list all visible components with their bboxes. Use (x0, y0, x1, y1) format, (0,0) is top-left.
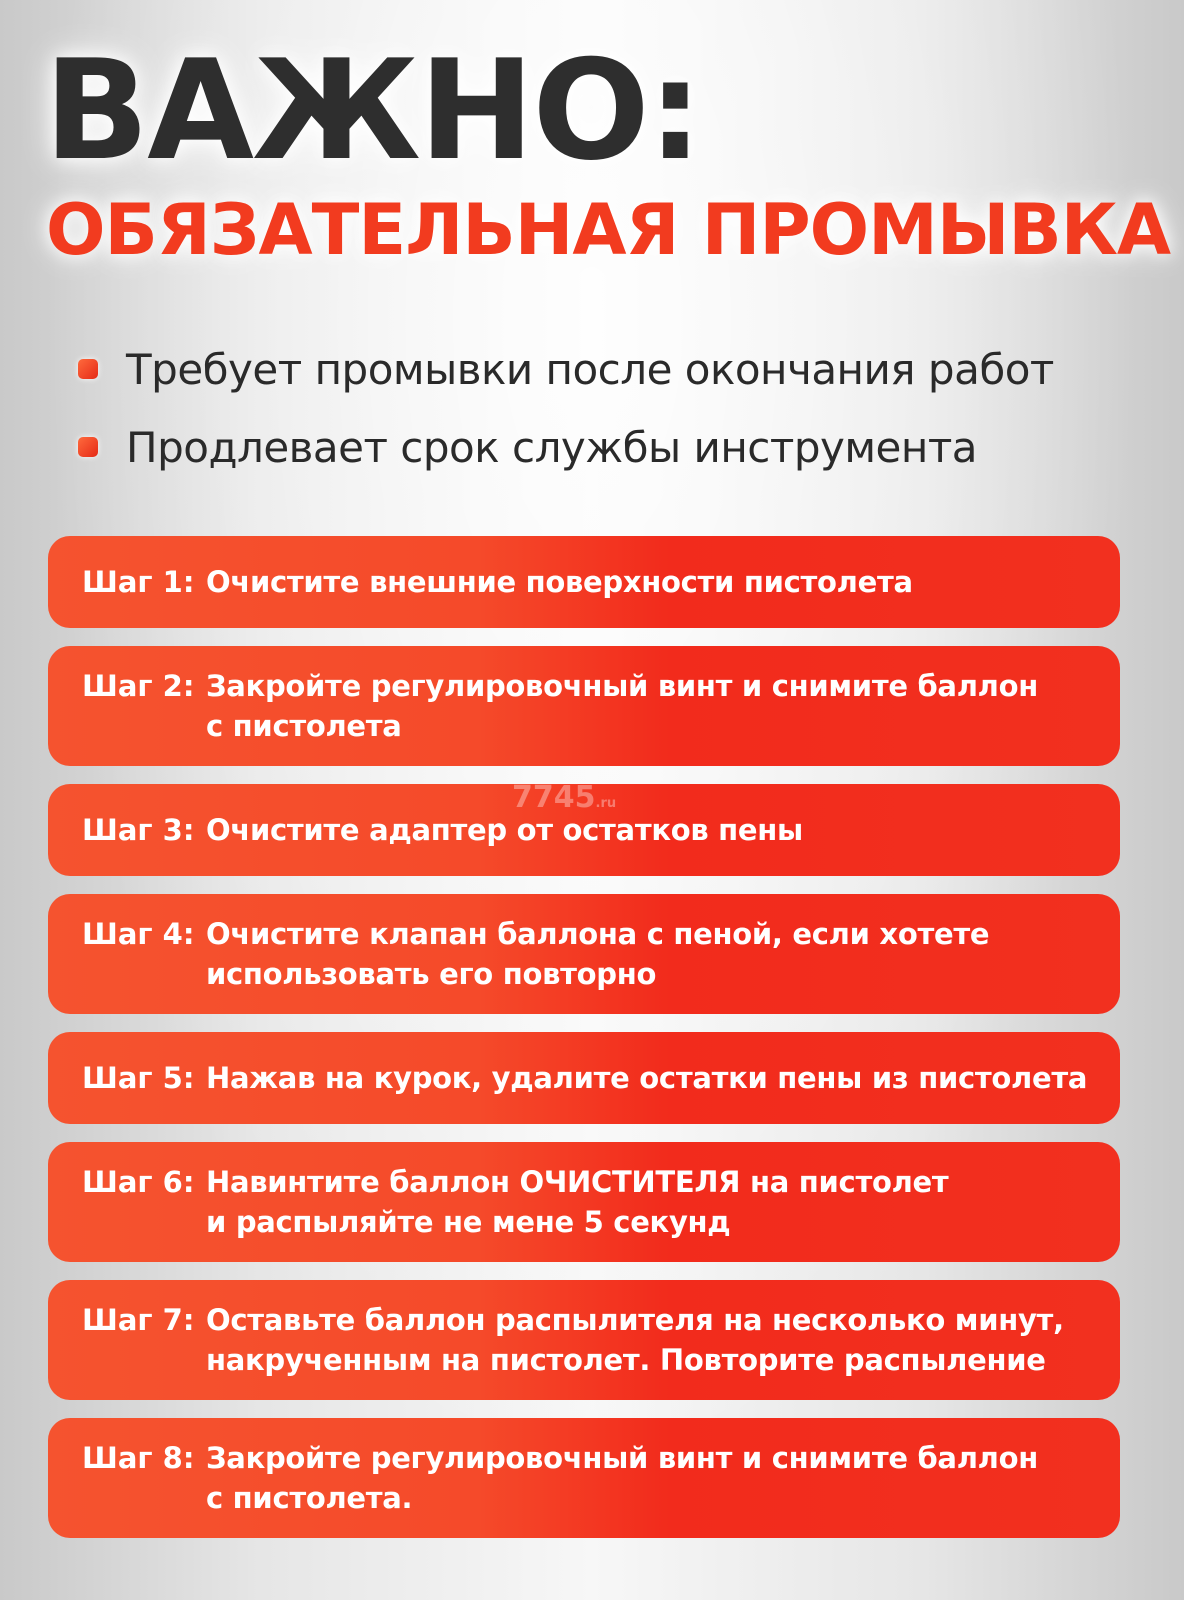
step-text: Оставьте баллон распылителя на несколько минут, накрученным на пистолет. Повторите распыление (206, 1303, 1064, 1377)
step-card-7 (48, 1280, 1120, 1400)
step-label: Шаг 7: (82, 1303, 195, 1337)
watermark (512, 780, 616, 815)
bullet-square-icon (78, 359, 98, 379)
step-text: Очистите клапан баллона с пеной, если хотете использовать его повторно (206, 917, 990, 991)
bullet-text: Продлевает срок службы инструмента (126, 422, 978, 472)
page-subtitle: ОБЯЗАТЕЛЬНАЯ ПРОМЫВКА (46, 189, 1171, 271)
step-text: Очистите адаптер от остатков пены (206, 813, 803, 847)
step-card-5 (48, 1032, 1120, 1124)
bullet-square-icon (78, 437, 98, 457)
step-card-2 (48, 646, 1120, 766)
step-label: Шаг 1: (82, 565, 195, 599)
watermark-suffix: .ru (595, 796, 617, 811)
step-text: Навинтите баллон ОЧИСТИТЕЛЯ на пистолет и распыляйте не мене 5 секунд (206, 1165, 949, 1239)
step-card-1 (48, 536, 1120, 628)
bullet-text: Требует промывки после окончания работ (126, 344, 1054, 394)
step-label: Шаг 6: (82, 1165, 195, 1199)
step-label: Шаг 3: (82, 813, 195, 847)
step-text: Закройте регулировочный винт и снимите баллон с пистолета (206, 669, 1038, 743)
benefits-list (78, 330, 1054, 486)
watermark-main: 7745 (512, 780, 596, 815)
step-text: Очистите внешние поверхности пистолета (206, 565, 913, 599)
page-title: ВАЖНО: (44, 30, 701, 191)
step-text: Закройте регулировочный винт и снимите баллон с пистолета. (206, 1441, 1038, 1515)
step-text: Нажав на курок, удалите остатки пены из пистолета (206, 1061, 1088, 1095)
list-item (78, 330, 1054, 408)
step-label: Шаг 8: (82, 1441, 195, 1475)
list-item (78, 408, 1054, 486)
step-card-8 (48, 1418, 1120, 1538)
step-label: Шаг 5: (82, 1061, 195, 1095)
step-card-4 (48, 894, 1120, 1014)
step-label: Шаг 4: (82, 917, 195, 951)
step-card-6 (48, 1142, 1120, 1262)
step-label: Шаг 2: (82, 669, 195, 703)
